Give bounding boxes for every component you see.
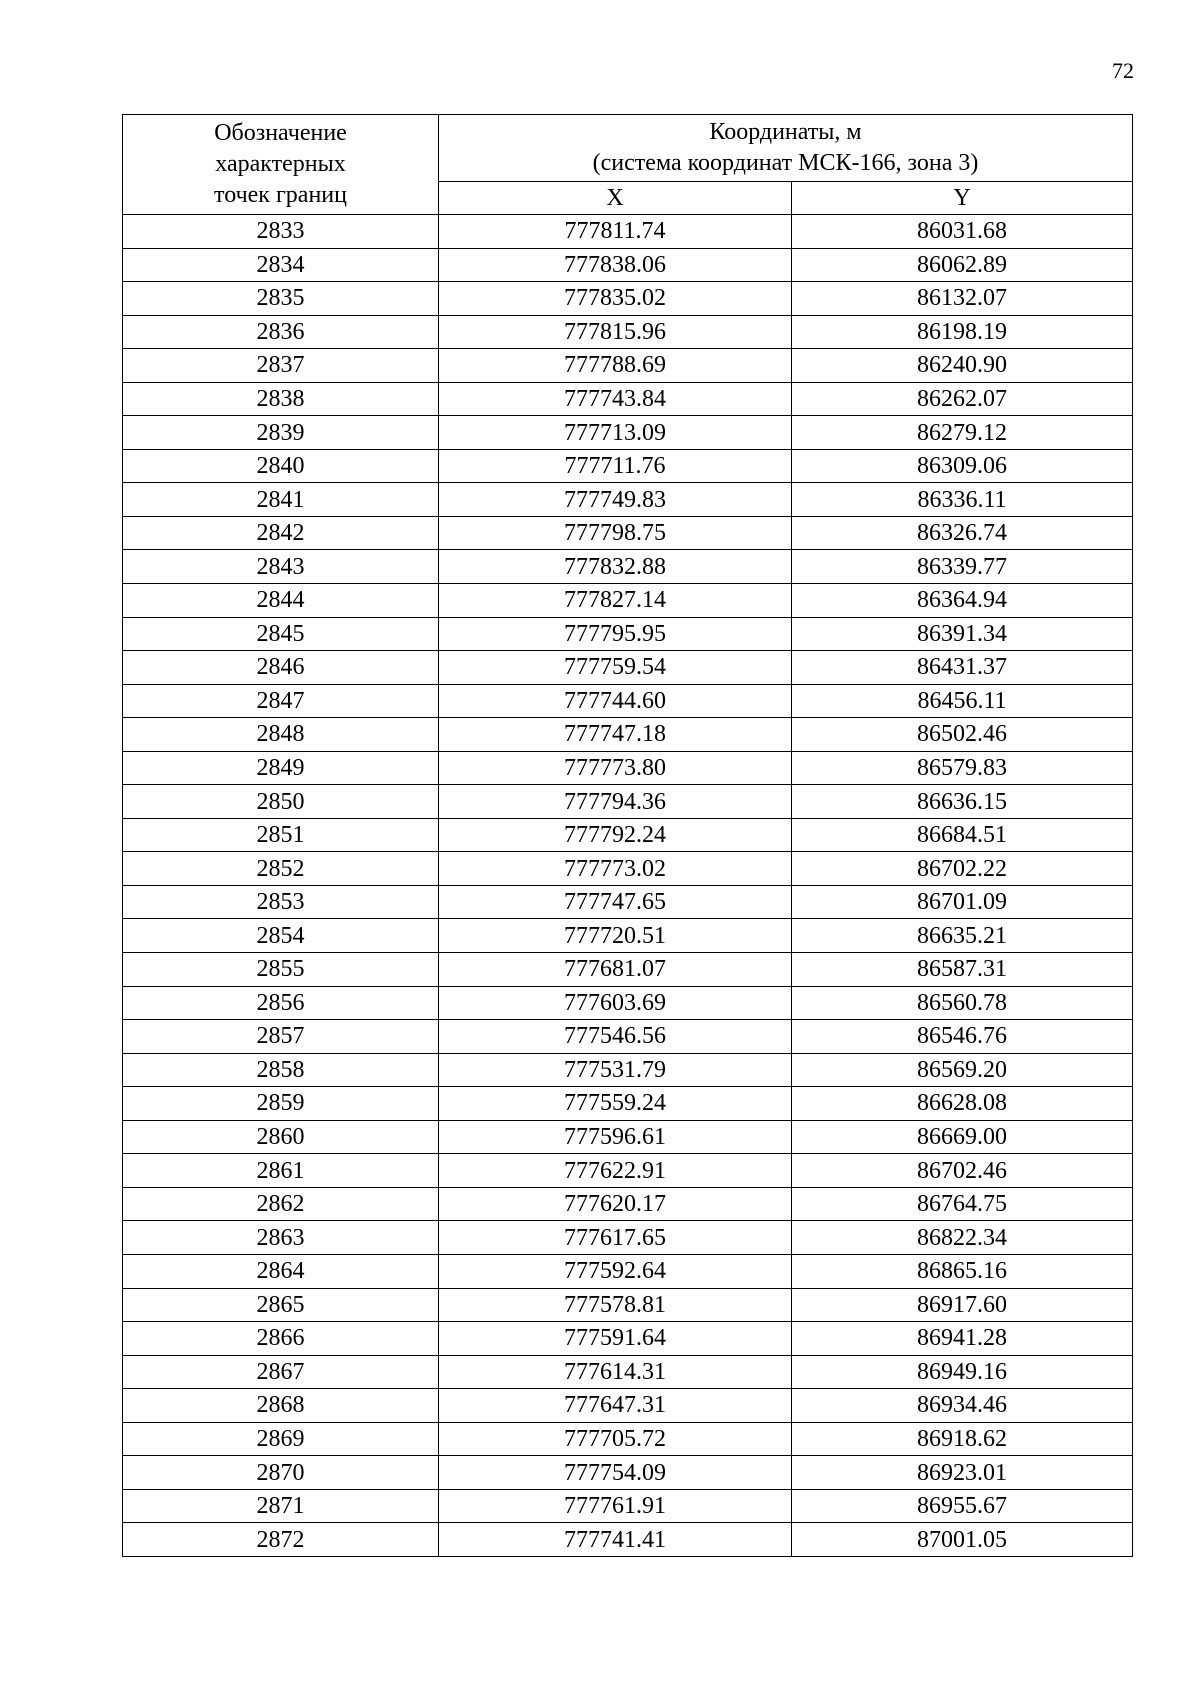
x-cell: 777759.54 bbox=[439, 651, 792, 685]
y-cell: 86431.37 bbox=[792, 651, 1133, 685]
point-cell: 2872 bbox=[123, 1523, 439, 1557]
table-row bbox=[123, 1456, 1133, 1490]
point-cell: 2851 bbox=[123, 818, 439, 852]
point-cell: 2834 bbox=[123, 248, 439, 282]
table-row bbox=[123, 1020, 1133, 1054]
table-header bbox=[123, 115, 1133, 215]
table-row bbox=[123, 751, 1133, 785]
table-row bbox=[123, 885, 1133, 919]
table-row bbox=[123, 449, 1133, 483]
table-row bbox=[123, 617, 1133, 651]
table-row bbox=[123, 215, 1133, 249]
x-cell: 777720.51 bbox=[439, 919, 792, 953]
y-cell: 86062.89 bbox=[792, 248, 1133, 282]
table-row bbox=[123, 315, 1133, 349]
point-cell: 2859 bbox=[123, 1087, 439, 1121]
y-cell: 86031.68 bbox=[792, 215, 1133, 249]
table-row bbox=[123, 1355, 1133, 1389]
x-cell: 777773.02 bbox=[439, 852, 792, 886]
y-cell: 86934.46 bbox=[792, 1389, 1133, 1423]
y-cell: 86132.07 bbox=[792, 282, 1133, 316]
x-cell: 777603.69 bbox=[439, 986, 792, 1020]
x-cell: 777713.09 bbox=[439, 416, 792, 450]
table-row bbox=[123, 919, 1133, 953]
x-cell: 777754.09 bbox=[439, 1456, 792, 1490]
table-row bbox=[123, 1422, 1133, 1456]
point-cell: 2870 bbox=[123, 1456, 439, 1490]
point-cell: 2858 bbox=[123, 1053, 439, 1087]
table-row bbox=[123, 248, 1133, 282]
table-row bbox=[123, 1288, 1133, 1322]
header-x: X bbox=[439, 182, 792, 215]
x-cell: 777788.69 bbox=[439, 349, 792, 383]
x-cell: 777592.64 bbox=[439, 1254, 792, 1288]
table-row bbox=[123, 1489, 1133, 1523]
point-cell: 2862 bbox=[123, 1187, 439, 1221]
point-cell: 2853 bbox=[123, 885, 439, 919]
point-cell: 2833 bbox=[123, 215, 439, 249]
point-cell: 2838 bbox=[123, 382, 439, 416]
x-cell: 777747.65 bbox=[439, 885, 792, 919]
y-cell: 86702.22 bbox=[792, 852, 1133, 886]
y-cell: 86701.09 bbox=[792, 885, 1133, 919]
point-cell: 2839 bbox=[123, 416, 439, 450]
table-row bbox=[123, 282, 1133, 316]
point-cell: 2863 bbox=[123, 1221, 439, 1255]
table-row bbox=[123, 1389, 1133, 1423]
table-row bbox=[123, 651, 1133, 685]
point-cell: 2852 bbox=[123, 852, 439, 886]
table-row bbox=[123, 1254, 1133, 1288]
y-cell: 86684.51 bbox=[792, 818, 1133, 852]
x-cell: 777832.88 bbox=[439, 550, 792, 584]
x-cell: 777749.83 bbox=[439, 483, 792, 517]
y-cell: 86918.62 bbox=[792, 1422, 1133, 1456]
header-coordinates-line2: (система координат МСК-166, зона 3) bbox=[592, 150, 979, 176]
y-cell: 86941.28 bbox=[792, 1322, 1133, 1356]
table-row bbox=[123, 349, 1133, 383]
table-row bbox=[123, 382, 1133, 416]
table-row bbox=[123, 684, 1133, 718]
x-cell: 777617.65 bbox=[439, 1221, 792, 1255]
point-cell: 2844 bbox=[123, 584, 439, 618]
header-point-designation bbox=[123, 115, 439, 215]
point-cell: 2840 bbox=[123, 449, 439, 483]
x-cell: 777596.61 bbox=[439, 1120, 792, 1154]
point-cell: 2837 bbox=[123, 349, 439, 383]
point-cell: 2843 bbox=[123, 550, 439, 584]
x-cell: 777711.76 bbox=[439, 449, 792, 483]
x-cell: 777794.36 bbox=[439, 785, 792, 819]
header-point-designation-line1: Обозначение bbox=[214, 120, 347, 146]
x-cell: 777622.91 bbox=[439, 1154, 792, 1188]
x-cell: 777647.31 bbox=[439, 1389, 792, 1423]
y-cell: 86702.46 bbox=[792, 1154, 1133, 1188]
y-cell: 86502.46 bbox=[792, 718, 1133, 752]
table-row bbox=[123, 550, 1133, 584]
table-row bbox=[123, 1187, 1133, 1221]
y-cell: 86955.67 bbox=[792, 1489, 1133, 1523]
page-number: 72 bbox=[1112, 58, 1134, 83]
point-cell: 2861 bbox=[123, 1154, 439, 1188]
x-cell: 777591.64 bbox=[439, 1322, 792, 1356]
x-cell: 777741.41 bbox=[439, 1523, 792, 1557]
table-row bbox=[123, 1322, 1133, 1356]
x-cell: 777681.07 bbox=[439, 953, 792, 987]
point-cell: 2836 bbox=[123, 315, 439, 349]
point-cell: 2842 bbox=[123, 516, 439, 550]
point-cell: 2871 bbox=[123, 1489, 439, 1523]
point-cell: 2845 bbox=[123, 617, 439, 651]
x-cell: 777773.80 bbox=[439, 751, 792, 785]
y-cell: 86628.08 bbox=[792, 1087, 1133, 1121]
x-cell: 777747.18 bbox=[439, 718, 792, 752]
x-cell: 777546.56 bbox=[439, 1020, 792, 1054]
table-row bbox=[123, 1221, 1133, 1255]
y-cell: 86865.16 bbox=[792, 1254, 1133, 1288]
table-row bbox=[123, 416, 1133, 450]
point-cell: 2854 bbox=[123, 919, 439, 953]
point-cell: 2864 bbox=[123, 1254, 439, 1288]
table-row bbox=[123, 516, 1133, 550]
point-cell: 2846 bbox=[123, 651, 439, 685]
x-cell: 777744.60 bbox=[439, 684, 792, 718]
point-cell: 2860 bbox=[123, 1120, 439, 1154]
y-cell: 86326.74 bbox=[792, 516, 1133, 550]
x-cell: 777838.06 bbox=[439, 248, 792, 282]
x-cell: 777743.84 bbox=[439, 382, 792, 416]
table-row bbox=[123, 1120, 1133, 1154]
table-row bbox=[123, 1087, 1133, 1121]
y-cell: 86569.20 bbox=[792, 1053, 1133, 1087]
table-row bbox=[123, 852, 1133, 886]
point-cell: 2866 bbox=[123, 1322, 439, 1356]
table-row bbox=[123, 584, 1133, 618]
y-cell: 87001.05 bbox=[792, 1523, 1133, 1557]
x-cell: 777835.02 bbox=[439, 282, 792, 316]
point-cell: 2848 bbox=[123, 718, 439, 752]
y-cell: 86364.94 bbox=[792, 584, 1133, 618]
y-cell: 86240.90 bbox=[792, 349, 1133, 383]
point-cell: 2835 bbox=[123, 282, 439, 316]
point-cell: 2841 bbox=[123, 483, 439, 517]
header-coordinates-line1: Координаты, м bbox=[709, 119, 862, 145]
x-cell: 777559.24 bbox=[439, 1087, 792, 1121]
y-cell: 86262.07 bbox=[792, 382, 1133, 416]
x-cell: 777795.95 bbox=[439, 617, 792, 651]
x-cell: 777798.75 bbox=[439, 516, 792, 550]
header-coordinates bbox=[439, 115, 1133, 182]
point-cell: 2855 bbox=[123, 953, 439, 987]
y-cell: 86339.77 bbox=[792, 550, 1133, 584]
y-cell: 86669.00 bbox=[792, 1120, 1133, 1154]
point-cell: 2850 bbox=[123, 785, 439, 819]
y-cell: 86336.11 bbox=[792, 483, 1133, 517]
y-cell: 86636.15 bbox=[792, 785, 1133, 819]
table-row bbox=[123, 1053, 1133, 1087]
header-point-designation-line3: точек границ bbox=[214, 182, 347, 208]
x-cell: 777620.17 bbox=[439, 1187, 792, 1221]
y-cell: 86635.21 bbox=[792, 919, 1133, 953]
y-cell: 86560.78 bbox=[792, 986, 1133, 1020]
header-y: Y bbox=[792, 182, 1133, 215]
y-cell: 86279.12 bbox=[792, 416, 1133, 450]
point-cell: 2856 bbox=[123, 986, 439, 1020]
table-body bbox=[123, 215, 1133, 1557]
point-cell: 2857 bbox=[123, 1020, 439, 1054]
point-cell: 2869 bbox=[123, 1422, 439, 1456]
x-cell: 777761.91 bbox=[439, 1489, 792, 1523]
x-cell: 777531.79 bbox=[439, 1053, 792, 1087]
x-cell: 777705.72 bbox=[439, 1422, 792, 1456]
y-cell: 86579.83 bbox=[792, 751, 1133, 785]
y-cell: 86456.11 bbox=[792, 684, 1133, 718]
table-row bbox=[123, 818, 1133, 852]
table-row bbox=[123, 483, 1133, 517]
point-cell: 2868 bbox=[123, 1389, 439, 1423]
y-cell: 86923.01 bbox=[792, 1456, 1133, 1490]
y-cell: 86198.19 bbox=[792, 315, 1133, 349]
y-cell: 86764.75 bbox=[792, 1187, 1133, 1221]
x-cell: 777614.31 bbox=[439, 1355, 792, 1389]
x-cell: 777578.81 bbox=[439, 1288, 792, 1322]
table-row bbox=[123, 718, 1133, 752]
table-row bbox=[123, 953, 1133, 987]
point-cell: 2865 bbox=[123, 1288, 439, 1322]
coordinates-table bbox=[122, 114, 1133, 1557]
y-cell: 86546.76 bbox=[792, 1020, 1133, 1054]
x-cell: 777827.14 bbox=[439, 584, 792, 618]
table-row bbox=[123, 986, 1133, 1020]
table-row bbox=[123, 785, 1133, 819]
y-cell: 86391.34 bbox=[792, 617, 1133, 651]
x-cell: 777792.24 bbox=[439, 818, 792, 852]
y-cell: 86917.60 bbox=[792, 1288, 1133, 1322]
y-cell: 86587.31 bbox=[792, 953, 1133, 987]
table-row bbox=[123, 1523, 1133, 1557]
point-cell: 2867 bbox=[123, 1355, 439, 1389]
x-cell: 777811.74 bbox=[439, 215, 792, 249]
x-cell: 777815.96 bbox=[439, 315, 792, 349]
table-row bbox=[123, 1154, 1133, 1188]
point-cell: 2849 bbox=[123, 751, 439, 785]
y-cell: 86309.06 bbox=[792, 449, 1133, 483]
header-point-designation-line2: характерных bbox=[215, 151, 346, 177]
y-cell: 86949.16 bbox=[792, 1355, 1133, 1389]
y-cell: 86822.34 bbox=[792, 1221, 1133, 1255]
point-cell: 2847 bbox=[123, 684, 439, 718]
